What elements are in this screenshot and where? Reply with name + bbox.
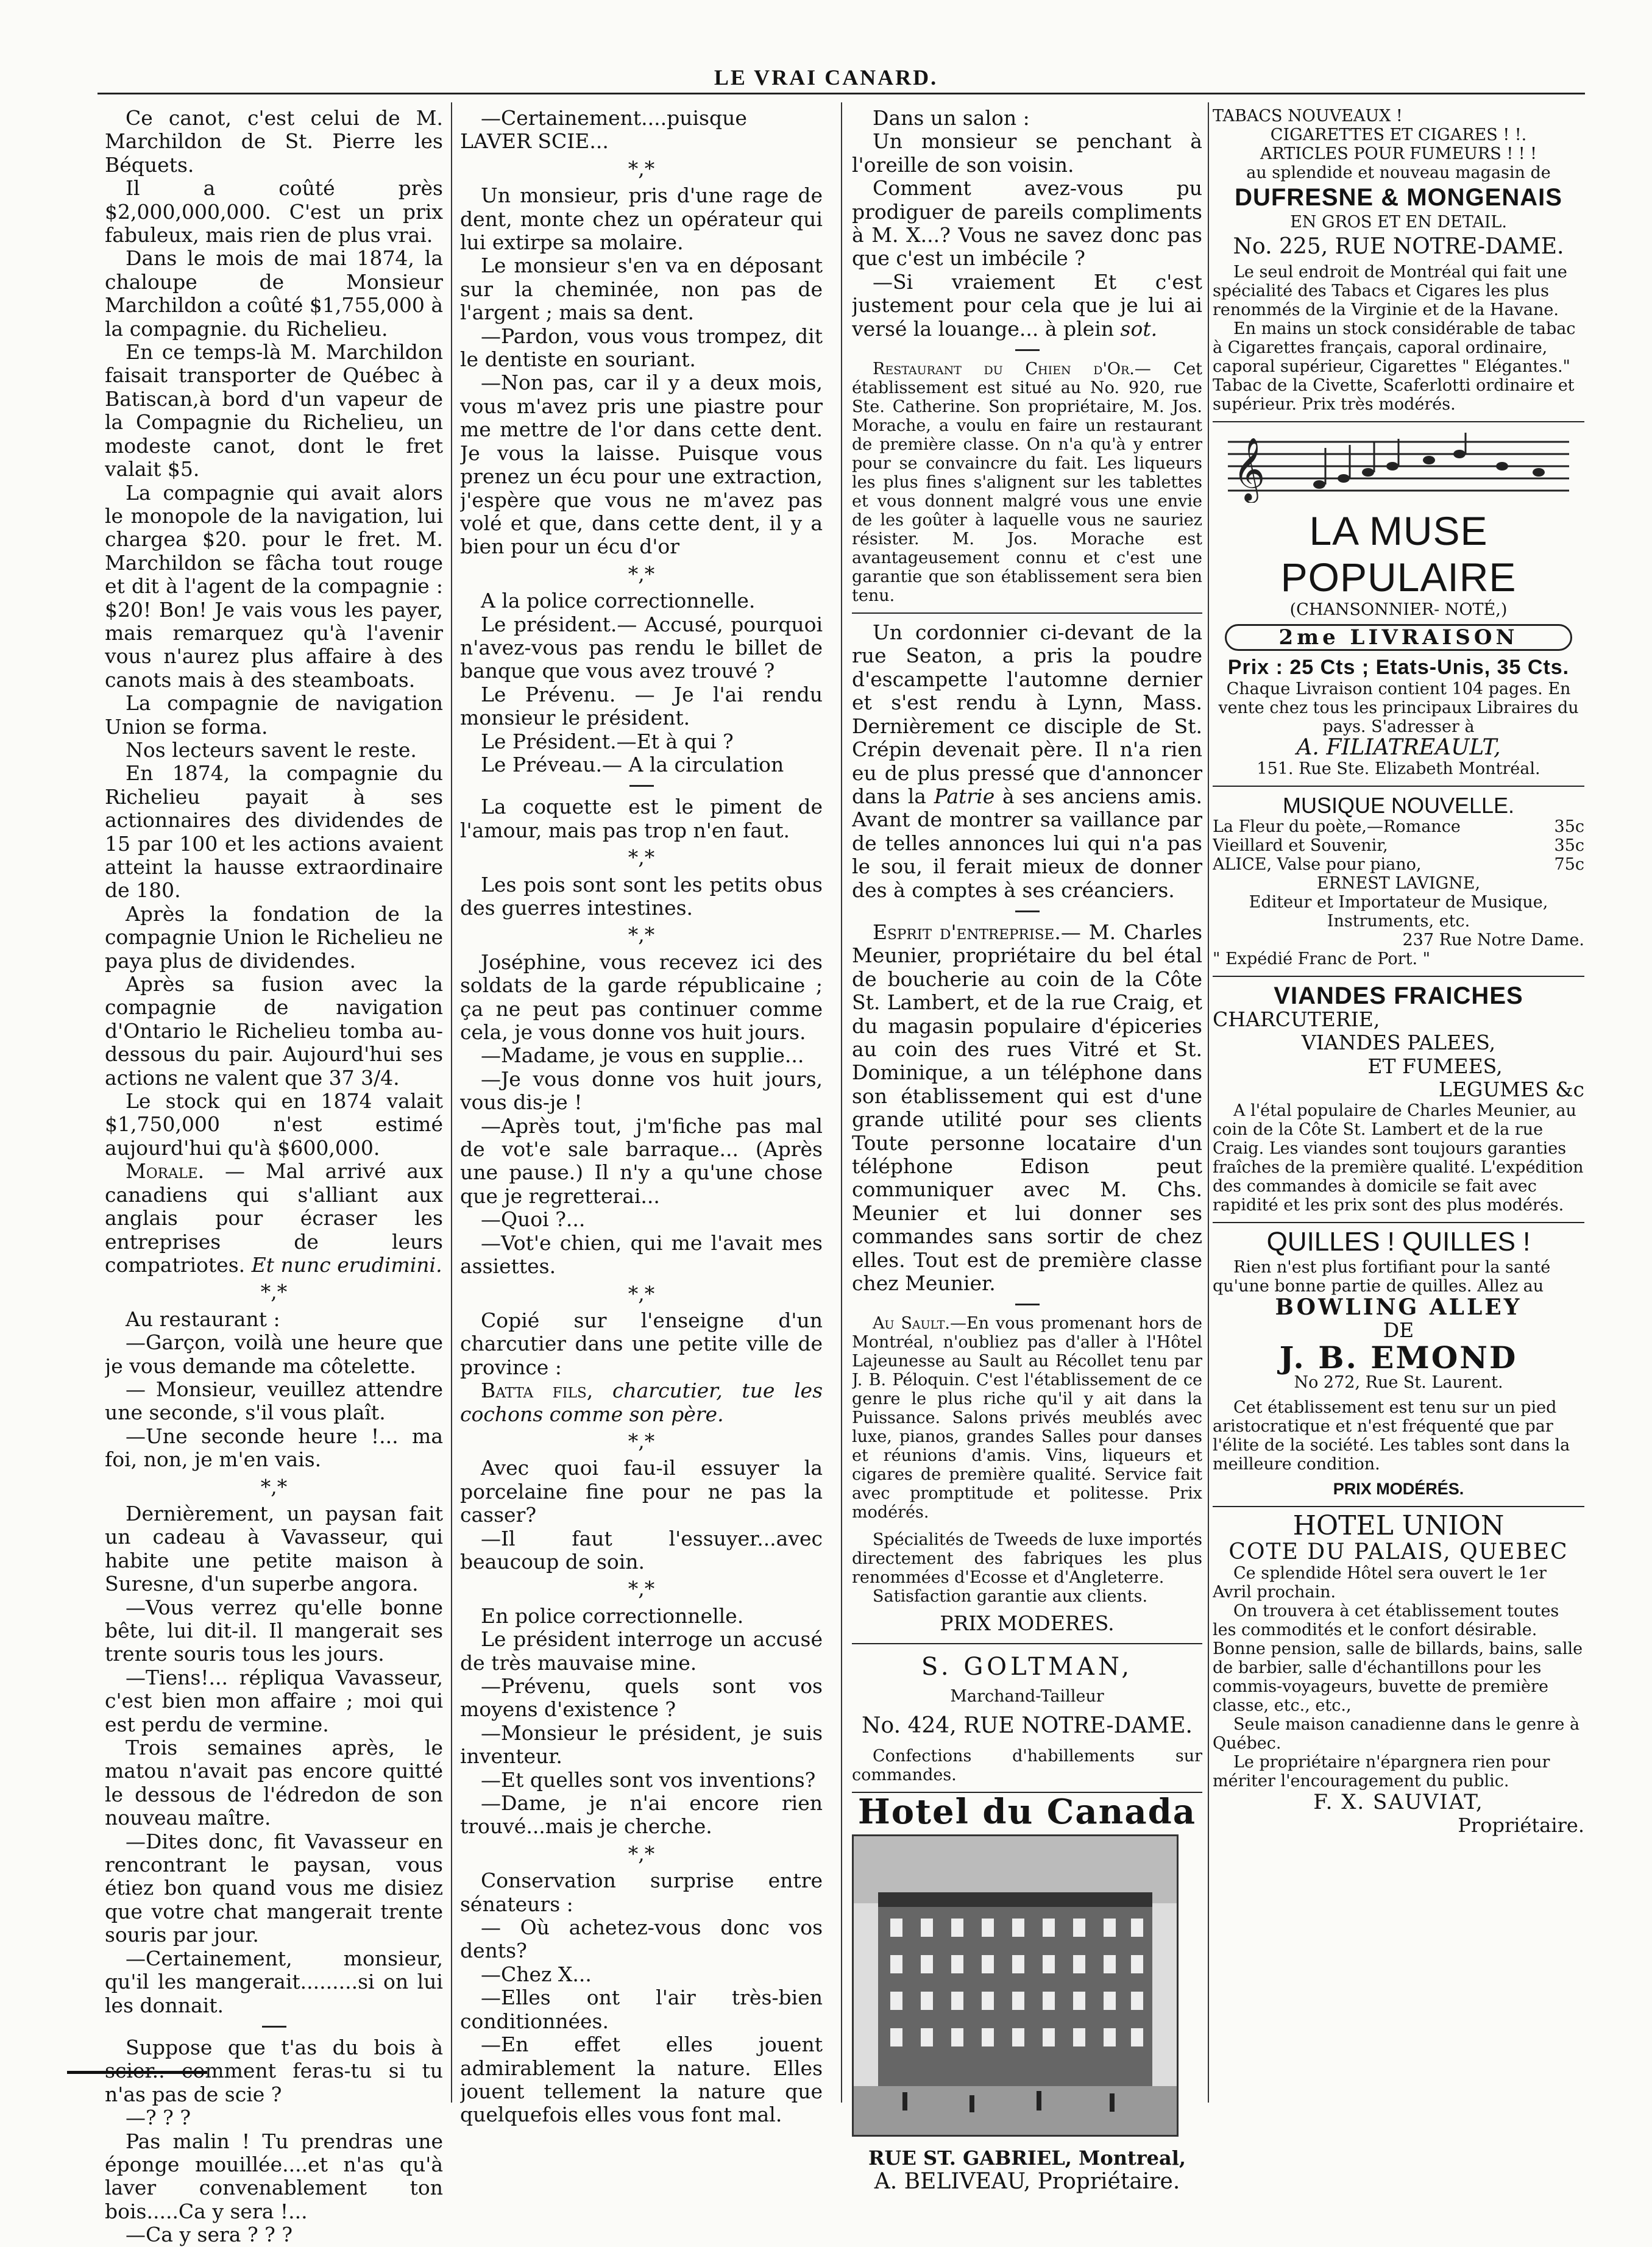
paragraph: —Madame, je vous en supplie... [481, 1043, 804, 1068]
paragraph-text: — Mal arrivé aux canadiens qui s'alliant aux anglais pour écraser les entreprises de leurs compatriotes. [105, 1159, 443, 1277]
ad-tabac-line: au splendide et nouveau magasin de [1246, 163, 1551, 182]
paragraph: —Certainement....puisque LAVER SCIE... [460, 107, 747, 154]
ad-tabac-text: En mains un stock considérable de tabac à Cigarettes français, caporal ordinaire, caporal supérieur, Cigarettes " Elégantes." Tabac de la Civette, Scaferlotti ordinaire et supérieur. Prix très modérés. [1213, 319, 1576, 414]
run-in-label: Esprit d'entreprise. [873, 920, 1061, 944]
paragraph: —Chez X... [481, 1962, 592, 1986]
paragraph: Au restaurant : [126, 1307, 280, 1331]
song-row [1213, 817, 1584, 836]
paragraph: Après la fondation de la compagnie Union le Richelieu ne paya plus de dividendes. [105, 901, 443, 973]
bowling-alley: BOWLING ALLEY [1275, 1294, 1522, 1320]
paragraph: —Il faut l'essuyer...avec beaucoup de soin. [460, 1526, 823, 1574]
paragraph: —Vous verrez qu'elle bonne bête, lui dit-il. Il mangerait ses trente souris tous les jours. [105, 1595, 443, 1666]
latin-phrase: Et nunc erudimini. [251, 1252, 442, 1277]
viandes-line: LEGUMES &c [1438, 1077, 1584, 1102]
ad-tabac-line: CIGARETTES ET CIGARES ! !. [1270, 126, 1527, 144]
paragraph: En ce temps-là M. Marchildon faisait transporter de Québec à Batiscan,à bord d'un vapeur de la Compagnie du Richelieu, un modeste canot, dont le fret valait $5. [105, 340, 443, 481]
emond-address: No 272, Rue St. Laurent. [1294, 1373, 1503, 1393]
viandes-fraiches: VIANDES FRAICHES [1274, 982, 1523, 1010]
section-rule [1213, 1222, 1584, 1223]
separator-dash [629, 785, 654, 787]
paragraph: Le Préveau.— A la circulation [481, 752, 784, 776]
muse-subtitle: (CHANSONNIER- NOTÉ,) [1289, 600, 1508, 619]
paragraph: Le monsieur s'en va en déposant sur la cheminée, non pas de l'argent ; mais sa dent. [460, 254, 823, 325]
paragraph: —Une seconde heure !... ma foi, non, je m'en vais. [105, 1424, 443, 1472]
paragraph-text: à ses anciens amis. Avant de montrer sa vaillance par de telles annonces lui qui n'a pas le sou, il ferait mieux de donner des à comptes à ses créanciers. [852, 784, 1202, 902]
hotel-union-location: COTE DU PALAIS, QUEBEC [1228, 1539, 1569, 1564]
satisfaction-text: Satisfaction garantie aux clients. [873, 1587, 1148, 1606]
ad-tabac-text: Le seul endroit de Montréal qui fait une spécialité des Tabacs et Cigares les plus renommés de la Virginie et de la Havane. [1213, 262, 1567, 319]
section-rule [1213, 421, 1584, 422]
lavigne-line: ERNEST LAVIGNE, [1316, 874, 1481, 893]
musique-nouvelle: MUSIQUE NOUVELLE. [1282, 793, 1515, 818]
song-title: Vieillard et Souvenir, [1213, 836, 1388, 856]
asterism: *,* [628, 1841, 655, 1865]
paragraph: En 1874, la compagnie du Richelieu payait à ses actionnaires des dividendes de 15 par 100 et les actions avaient atteint la hausse extraordinaire de 180. [105, 761, 443, 903]
paragraph: Pas malin ! Tu prendras une éponge mouillée....et n'as qu'à laver convenablement ton bois.....Ca y sera !... [105, 2129, 443, 2223]
filiatreault: A. FILIATREAULT, [1296, 734, 1501, 760]
viandes-line: CHARCUTERIE, [1213, 1007, 1380, 1031]
paragraph: Nos lecteurs savent le reste. [126, 737, 417, 762]
hotel-owner: A. BELIVEAU, Propriétaire. [874, 2168, 1180, 2194]
paragraph: —Je vous donne vos huit jours, vous dis-je ! [460, 1067, 823, 1115]
separator-dash [1015, 349, 1040, 351]
paragraph: —Et quelles sont vos inventions? [481, 1767, 816, 1792]
notice-au-sault [852, 1314, 1202, 1522]
paragraph: Après sa fusion avec la compagnie de navigation d'Ontario le Richelieu tomba au-dessous du pair. Aujourd'hui ses actions ne valent que 37 3/4. [105, 972, 443, 1090]
paragraph: —Quoi ?... [481, 1207, 586, 1232]
music-staff-icon [1228, 430, 1569, 503]
sign-name: Batta fils, [481, 1379, 594, 1403]
paragraph-text: — M. Charles Meunier, propriétaire du bel étal de boucherie au coin de la Côte St. Lambert, et de la rue Craig, et du magasin populaire d'épiceries au coin des rues Vitré et St. Dominique, a un téléphone dans son établissement qui est d'une grande utilité pour ses clients Toute personne locataire d'un téléphone Edison peut communiquer avec M. Chs. Meunier et lui donner ses commandes sans sortir de chez elles. Tout est de première classe chez Meunier. [852, 920, 1202, 1296]
paragraph: Le Président.—Et à qui ? [481, 729, 734, 753]
hotel-union-text: On trouvera à cet établissement toutes les commodités et le confort désirable. Bonne pension, salle de billards, bains, salle de barbier, salle d'échantillons pour les commis-voyageurs, buvette de première classe, etc., etc., [1213, 1601, 1583, 1715]
paragraph [852, 621, 1202, 902]
paragraph: Les pois sont sont les petits obus des guerres intestines. [460, 872, 823, 920]
paragraph-text: Un cordonnier ci-devant de la rue Seaton, a pris la poudre d'escampette l'automne dernier et s'est rendu à Lynn, Mass. Dernièrement ce disciple de St. Crépin devenait père. Il n'a rien eu de plus pressé que d'annoncer dans la [852, 620, 1202, 808]
paragraph: Conservation surprise entre sénateurs : [460, 1869, 823, 1916]
goltman-subtitle: Marchand-Tailleur [950, 1687, 1104, 1706]
filiatreault-address: 151. Rue Ste. Elizabeth Montréal. [1257, 759, 1540, 779]
goltman-text: Confections d'habillements sur commandes. [852, 1746, 1202, 1784]
hotel-du-canada-title: Hotel du Canada [857, 1791, 1197, 1832]
paragraph: Le Prévenu. — Je l'ai rendu monsieur le président. [460, 682, 823, 730]
section-rule [1213, 976, 1584, 977]
column-divider [1208, 102, 1209, 2103]
paragraph [105, 1160, 443, 1277]
muse-text: Chaque Livraison contient 104 pages. En vente chez tous les principaux Libraires du pays. S'adresser à [1218, 679, 1579, 736]
lavigne-shipping: " Expédié Franc de Port. " [1213, 950, 1431, 969]
livraison-banner: 2me LIVRAISON [1225, 624, 1572, 651]
masthead-title: LE VRAI CANARD. [714, 65, 938, 90]
column-divider [841, 102, 842, 2103]
prix-moderes: PRIX MODERES. [940, 1611, 1115, 1636]
paragraph: Ce canot, c'est celui de M. Marchildon de St. Pierre les Béquets. [105, 107, 443, 177]
paragraph: —Après tout, j'm'fiche pas mal de vot'e sale barraque... (Après une pause.) Il n'y a qu'une chose que je regretterai... [460, 1113, 823, 1208]
paragraph: —Vot'e chien, qui me l'avait mes assiettes. [460, 1230, 823, 1279]
sign-text: charcutier, tue les cochons comme son père. [460, 1379, 823, 1426]
paragraph: Trois semaines après, le matou n'avait pas encore quitté le dessous de l'édredon de son nouveau maître. [105, 1736, 443, 1830]
paragraph: —Dame, je n'ai encore rien trouvé...mais je cherche. [460, 1791, 823, 1839]
lavigne-address: 237 Rue Notre Dame. [1402, 931, 1584, 950]
separator-dash [262, 2026, 286, 2028]
section-rule [1213, 786, 1584, 787]
paragraph: Le président.— Accusé, pourquoi n'avez-vous pas rendu le billet de banque que vous avez trouvé ? [460, 612, 823, 683]
paragraph: Suppose que t'as du bois à scier.. comment feras-tu si tu n'as pas de scie ? [105, 2035, 443, 2106]
goltman-name: S. GOLTMAN, [921, 1652, 1133, 1681]
paragraph: Un monsieur, pris d'une rage de dent, monte chez un opérateur qui lui extirpe sa molaire. [460, 183, 823, 255]
paragraph: Dans un salon : [873, 107, 1030, 130]
lavigne-line: Editeur et Importateur de Musique, Instruments, etc. [1249, 893, 1548, 931]
paragraph: Le stock qui en 1874 valait $1,750,000 n'est estimé aujourd'hui qu'à $600,000. [105, 1089, 443, 1160]
column-3 [852, 107, 1202, 2193]
quilles-text: Cet établissement est tenu sur un pied aristocratique et n'est fréquenté que par l'élite de la société. Les tables sont dans la meilleure condition. [1213, 1398, 1570, 1474]
asterism: *,* [628, 923, 655, 947]
asterism: *,* [628, 1281, 655, 1305]
hotel-union-text: Ce splendide Hôtel sera ouvert le 1er Avril prochain. [1213, 1563, 1547, 1602]
paragraph-text: —En vous promenant hors de Montréal, n'oubliez pas d'aller à l'Hôtel Lajeunesse au Sault au Récollet tenu par J. B. Péloquin. C'est l'établissement de ce genre le plus riche qu'il y ait dans la Puissance. Salons privés meublés avec luxe, pianos, grandes Salles pour danses et réunions d'amis. Vins, liqueurs et cigares de première qualité. Service fait avec promptitude et politesse. Prix modérés. [852, 1314, 1202, 1522]
song-row [1213, 855, 1584, 874]
punchline: sot. [1120, 316, 1158, 341]
paragraph: La compagnie qui avait alors le monopole de la navigation, lui chargea $20. pour le fret. M. Marchildon se fâcha tout rouge et dit à l'agent de la compagnie : $20! Bon! Je vais vous les payer, mais remarquez qu'à l'avenir vous n'aurez plus affaire à des canots mais à des steamboats. [105, 480, 443, 692]
paragraph: —? ? ? [126, 2106, 191, 2130]
quilles-text: Rien n'est plus fortifiant pour la santé qu'une bonne partie de quilles. Allez au [1213, 1257, 1551, 1296]
paragraph: Le président interroge un accusé de très mauvaise mine. [460, 1627, 823, 1675]
masthead-rule [97, 93, 1585, 94]
ad-tabac-line: ARTICLES POUR FUMEURS ! ! ! [1260, 144, 1537, 163]
paragraph [460, 1379, 823, 1426]
song-price: 75c [1554, 855, 1584, 875]
paragraph-text: —Si vraiement Et c'est justement pour cela que je lui ai versé la louange... à plein [852, 269, 1202, 341]
separator-dash [1015, 911, 1040, 912]
paragraph [852, 921, 1202, 1296]
song-list [1213, 817, 1584, 874]
sauviat-name: F. X. SAUVIAT, [1313, 1789, 1484, 1814]
paragraph: —Garçon, voilà une heure que je vous demande ma côtelette. [105, 1330, 443, 1378]
song-price: 35c [1554, 836, 1584, 856]
paragraph: —Non pas, car il y a deux mois, vous m'avez pris une piastre pour me mettre de l'or dans cette dent. Je vous la laisse. Puisque vous prenez un écu pour une extraction, j'espère que vous ne m'avez pas volé et que, dans cette dent, il y a bien pour un écu d'or [460, 371, 823, 559]
tweeds-text: Spécialités de Tweeds de luxe importés directement des fabriques les plus renommées d'Ecosse et d'Angleterre. [852, 1530, 1202, 1588]
paragraph: —Pardon, vous vous trompez, dit le dentiste en souriant. [460, 324, 823, 372]
paragraph: —Dites donc, fit Vavasseur en rencontrant le paysan, vous étiez bon quand vous me disiez que votre chat mangerait trente souris par jour. [105, 1829, 443, 1947]
viandes-text: A l'étal populaire de Charles Meunier, au coin de la Côte St. Lambert et de la rue Craig. Les viandes sont toujours garanties fraîches de la première qualité. L'expédition des commandes à domicile se fait avec rapidité et les prix sont des plus modérés. [1213, 1101, 1584, 1215]
paragraph-text: — Cet établissement est situé au No. 920, rue Ste. Catherine. Son propriétaire, M. Jos. Morache, a voulu en faire un restaurant de première classe. On n'a qu'à y entrer pour se convaincre du fait. Les liqueurs les plus fines s'alignent sur les tablettes et vous donnent malgré vous une envie de les goûter à laquelle vous ne sauriez résister. M. Jos. Morache est avantageusement connu et c'est une garantie que son établissement sera bien tenu. [852, 360, 1202, 606]
paragraph: En police correctionnelle. [481, 1603, 744, 1628]
viandes-line: ET FUMEES, [1367, 1054, 1503, 1078]
section-rule [852, 1643, 1202, 1644]
asterism: *,* [628, 156, 655, 180]
prix-moderes: PRIX MODÉRÉS. [1333, 1480, 1464, 1499]
end-rule [67, 2071, 207, 2074]
paragraph: La compagnie de navigation Union se forma. [105, 691, 443, 739]
separator-dash [1015, 1304, 1040, 1305]
paragraph: Un monsieur se penchant à l'oreille de son voisin. [852, 129, 1202, 177]
asterism: *,* [628, 845, 655, 870]
quilles-title: QUILLES ! QUILLES ! [1266, 1227, 1531, 1257]
goltman-address: No. 424, RUE NOTRE-DAME. [862, 1713, 1193, 1739]
jb-emond: J. B. EMOND [1279, 1339, 1518, 1376]
paragraph: —Tiens!... répliqua Vavasseur, c'est bien mon affaire ; moi qui est perdu de vermine. [105, 1665, 443, 1736]
asterism: *,* [628, 1429, 655, 1453]
paragraph: —Elles ont l'air très-bien conditionnées. [460, 1986, 823, 2033]
paragraph: Comment avez-vous pu prodiguer de pareils compliments à M. X...? Vous ne savez donc pas que c'est un imbécile ? [852, 176, 1202, 271]
svg-text:𝄞: 𝄞 [1233, 436, 1266, 501]
hotel-address: RUE ST. GABRIEL, Montreal, [868, 2146, 1186, 2170]
asterism: *,* [628, 1577, 655, 1601]
paragraph: A la police correctionnelle. [481, 589, 756, 613]
song-price: 35c [1554, 817, 1584, 837]
paragraph: La coquette est le piment de l'amour, mais pas trop n'en faut. [460, 795, 823, 842]
paragraph: — Où achetez-vous donc vos dents? [460, 1915, 823, 1963]
paragraph: Copié sur l'enseigne d'un charcutier dans une petite ville de province : [460, 1308, 823, 1379]
viandes-line: VIANDES PALEES, [1301, 1031, 1496, 1055]
hotel-engraving [852, 1834, 1179, 2137]
asterism: *,* [260, 1474, 288, 1499]
section-rule [1213, 1506, 1584, 1507]
notice-chien-dor [852, 360, 1202, 605]
paragraph: Il a coûté près $2,000,000,000. C'est un prix fabuleux, mais rien de plus vrai. [105, 176, 443, 247]
ad-tabac-line: TABACS NOUVEAUX ! [1213, 107, 1403, 126]
paragraph: —Certainement, monsieur, qu'il les mangerait.........si on lui les donnait. [105, 1946, 443, 2017]
asterism: *,* [260, 1280, 288, 1304]
sauviat-title: Propriétaire. [1458, 1814, 1584, 1837]
hotel-union-title: HOTEL UNION [1292, 1510, 1505, 1542]
paragraph: Dernièrement, un paysan fait un cadeau à Vavasseur, qui habite une petite maison à Suresne, d'un superbe angora. [105, 1501, 443, 1596]
song-row [1213, 836, 1584, 855]
ad-tabac-address: No. 225, RUE NOTRE-DAME. [1233, 234, 1564, 260]
run-in-label: Morale. [126, 1159, 205, 1184]
song-title: ALICE, Valse pour piano, [1213, 855, 1422, 875]
column-divider [451, 102, 452, 2103]
muse-price: Prix : 25 Cts ; Etats-Unis, 35 Cts. [1227, 656, 1570, 680]
section-rule [852, 612, 1202, 614]
paragraph: Avec quoi fau-il essuyer la porcelaine fine pour ne pas la casser? [460, 1456, 823, 1527]
hotel-union-text: Seule maison canadienne dans le genre à Québec. [1213, 1714, 1580, 1753]
newspaper-name: Patrie [934, 784, 995, 808]
paragraph: —Ca y sera ? ? ? [126, 2223, 293, 2247]
column-2 [460, 107, 823, 2127]
ad-tabac-line: EN GROS ET EN DETAIL. [1290, 213, 1507, 232]
run-in-label: Au Sault. [873, 1314, 950, 1333]
paragraph: —Prévenu, quels sont vos moyens d'existence ? [460, 1674, 823, 1722]
paragraph [852, 271, 1202, 341]
run-in-label: Restaurant du Chien d'Or. [873, 360, 1135, 379]
paragraph: Dans le mois de mai 1874, la chaloupe de Monsieur Marchildon a coûté $1,755,000 à la compagnie. du Richelieu. [105, 246, 443, 341]
paragraph: — Monsieur, veuillez attendre une seconde, s'il vous plaît. [105, 1377, 443, 1425]
column-1 [105, 107, 443, 2247]
paragraph: Joséphine, vous recevez ici des soldats de la garde républicaine ; ça ne peut pas continuer comme cela, je vous donne vos huit jours. [460, 950, 823, 1045]
column-4-advertisements [1213, 107, 1584, 1837]
quilles-de: DE [1383, 1318, 1414, 1343]
paragraph: —Monsieur le président, je suis inventeur. [460, 1720, 823, 1769]
dufresne-mongenais: DUFRESNE & MONGENAIS [1235, 184, 1562, 211]
song-title: La Fleur du poète,—Romance [1213, 817, 1461, 837]
la-muse-populaire: LA MUSE POPULAIRE [1280, 508, 1517, 600]
asterism: *,* [628, 561, 655, 586]
hotel-union-text: Le propriétaire n'épargnera rien pour mériter l'encouragement du public. [1213, 1752, 1550, 1791]
paragraph: —En effet elles jouent admirablement la nature. Elles jouent tellement la nature que quelquefois elles vous font mal. [460, 2032, 823, 2127]
